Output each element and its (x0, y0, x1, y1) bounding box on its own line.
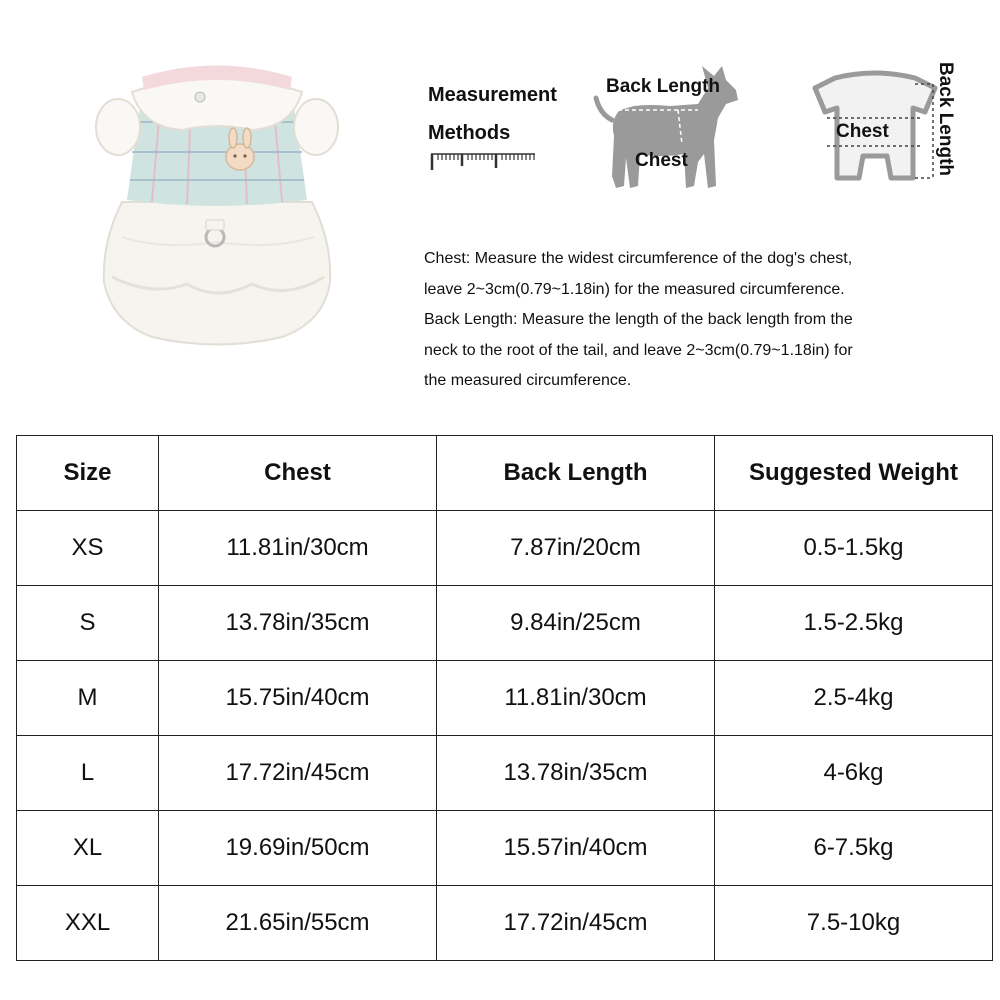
back-desc-line-1: Back Length: Measure the length of the back length from the (424, 311, 853, 328)
table-row (17, 586, 993, 661)
table-row (17, 886, 993, 961)
cell-back-length: 15.57in/40cm (437, 811, 715, 886)
chest-desc-line-2: leave 2~3cm(0.79~1.18in) for the measured circumference. (424, 280, 845, 298)
cell-chest: 19.69in/50cm (159, 811, 437, 886)
table-header-row (17, 436, 993, 511)
cell-back-length: 17.72in/45cm (437, 886, 715, 961)
header-back-length: Back Length (437, 436, 715, 511)
garment-chest-label: Chest (836, 121, 889, 142)
cell-weight: 0.5-1.5kg (715, 511, 993, 586)
table-row (17, 811, 993, 886)
cell-chest: 21.65in/55cm (159, 886, 437, 961)
cell-size: M (17, 661, 159, 736)
title-line-2: Methods (428, 122, 511, 144)
title-line-1: Measurement (428, 84, 557, 106)
cell-chest: 15.75in/40cm (159, 661, 437, 736)
cell-back-length: 7.87in/20cm (437, 511, 715, 586)
cell-back-length: 11.81in/30cm (437, 661, 715, 736)
cell-weight: 2.5-4kg (715, 661, 993, 736)
back-desc-line-2: neck to the root of the tail, and leave 2~3cm(0.79~1.18in) for (424, 341, 853, 359)
table-row (17, 736, 993, 811)
cell-chest: 13.78in/35cm (159, 586, 437, 661)
cell-size: XS (17, 511, 159, 586)
header-suggested-weight: Suggested Weight (715, 436, 993, 511)
garment-back-length-label: Back Length (935, 62, 956, 177)
dog-dress-image (92, 52, 342, 352)
cell-size: S (17, 586, 159, 661)
dog-chest-label: Chest (635, 150, 688, 171)
dog-back-length-label: Back Length (606, 76, 721, 97)
chest-desc-line-1: Chest: Measure the widest circumference of the dog's chest, (424, 250, 853, 267)
cell-weight: 6-7.5kg (715, 811, 993, 886)
back-desc-line-3: the measured circumference. (424, 372, 632, 389)
measurement-description (424, 244, 944, 397)
cell-size: L (17, 736, 159, 811)
cell-size: XXL (17, 886, 159, 961)
ruler-icon (430, 148, 536, 174)
size-chart-table (16, 435, 993, 961)
table-row (17, 661, 993, 736)
cell-back-length: 9.84in/25cm (437, 586, 715, 661)
cell-weight: 7.5-10kg (715, 886, 993, 961)
cell-weight: 4-6kg (715, 736, 993, 811)
cell-chest: 11.81in/30cm (159, 511, 437, 586)
header-chest: Chest (159, 436, 437, 511)
cell-back-length: 13.78in/35cm (437, 736, 715, 811)
cell-weight: 1.5-2.5kg (715, 586, 993, 661)
table-row (17, 511, 993, 586)
cell-size: XL (17, 811, 159, 886)
cell-chest: 17.72in/45cm (159, 736, 437, 811)
header-size: Size (17, 436, 159, 511)
measurement-methods-title (428, 76, 557, 152)
